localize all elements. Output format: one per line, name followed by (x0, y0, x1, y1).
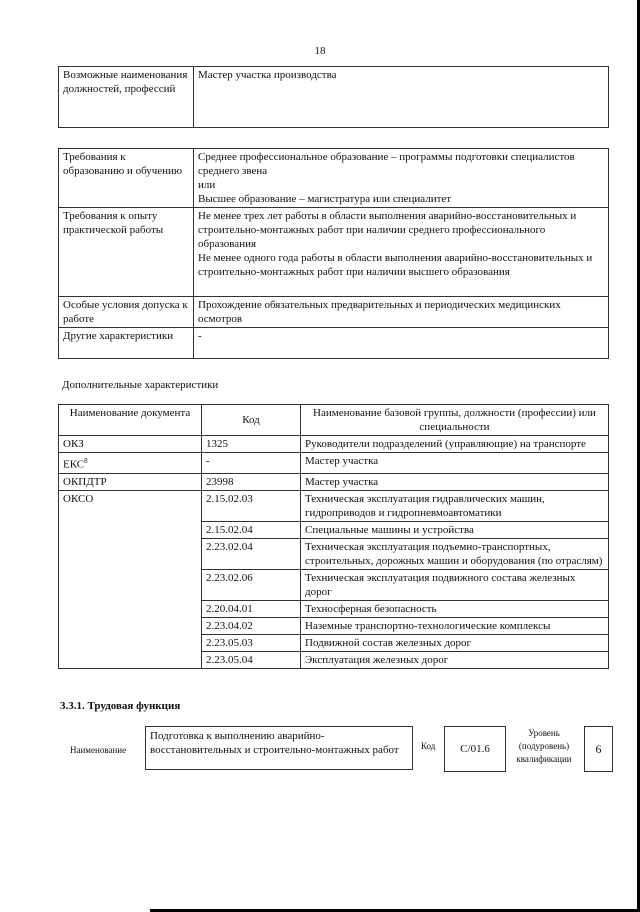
name-label: Наименование (70, 745, 127, 755)
name-cell: Руководители подразделений (управляющие) на транспорте (301, 436, 609, 453)
doc-cell: ОКПДТР (59, 473, 202, 490)
eks-text: ЕКС (63, 458, 85, 471)
additional-characteristics-table (58, 404, 609, 669)
table-row (59, 297, 609, 328)
header-document: Наименование документа (59, 405, 202, 436)
name-cell: Техническая эксплуатация подъемно-транспортных, строительных, дорожных машин и оборудования (по отраслям) (301, 538, 609, 569)
name-cell: Эксплуатация железных дорог (301, 651, 609, 668)
code-cell: 2.15.02.03 (202, 490, 301, 521)
code-cell: 2.23.05.04 (202, 651, 301, 668)
table-row (59, 67, 609, 128)
page-number: 18 (314, 45, 326, 57)
req-admission-label: Особые условия допуска к работе (59, 297, 194, 328)
qualification-level-value: 6 (584, 726, 613, 772)
footnote-mark: 8 (84, 457, 88, 465)
req-experience-value: Не менее трех лет работы в области выполнения аварийно-восстановительных и строительно-монтажных работ при наличии среднего профессионального образования Не менее одного года работы в области выполнения аварийно-восстановительных и строительно-монтажных работ при наличии высшего образования (194, 208, 609, 297)
table-row (59, 328, 609, 359)
possible-names-value: Мастер участка производства (194, 67, 609, 128)
table-header-row (59, 405, 609, 436)
table-row (59, 473, 609, 490)
additional-characteristics-title: Дополнительные характеристики (62, 379, 219, 391)
code-cell: 2.23.04.02 (202, 617, 301, 634)
header-code: Код (202, 405, 301, 436)
name-cell: Специальные машины и устройства (301, 521, 609, 538)
code-cell: 2.23.05.03 (202, 634, 301, 651)
code-cell: 2.20.04.01 (202, 600, 301, 617)
name-cell: Наземные транспортно-технологические комплексы (301, 617, 609, 634)
code-cell: 1325 (202, 436, 301, 453)
req-education-value: Среднее профессиональное образование – программы подготовки специалистов среднего звена или Высшее образование – магистратура или специалитет (194, 149, 609, 208)
name-cell: Техническая эксплуатация подвижного состава железных дорог (301, 569, 609, 600)
req-other-label: Другие характеристики (59, 328, 194, 359)
doc-cell: ОКСО (59, 490, 202, 668)
req-other-value: - (194, 328, 609, 359)
possible-names-label: Возможные наименования должностей, профессий (59, 67, 194, 128)
doc-cell: ОКЗ (59, 436, 202, 453)
labor-function-code: C/01.6 (444, 726, 506, 772)
labor-function-name: Подготовка к выполнению аварийно-восстановительных и строительно-монтажных работ (145, 726, 413, 770)
code-cell: - (202, 453, 301, 474)
req-admission-value: Прохождение обязательных предварительных и периодических медицинских осмотров (194, 297, 609, 328)
table-row (59, 453, 609, 474)
table-row (59, 208, 609, 297)
name-cell: Подвижной состав железных дорог (301, 634, 609, 651)
code-label: Код (421, 741, 436, 751)
code-cell: 2.23.02.06 (202, 569, 301, 600)
table-row (59, 436, 609, 453)
labor-function-heading: 3.3.1. Трудовая функция (60, 700, 181, 712)
req-experience-label: Требования к опыту практической работы (59, 208, 194, 297)
name-cell: Техническая эксплуатация гидравлических машин, гидроприводов и гидропневмоавтоматики (301, 490, 609, 521)
doc-cell (59, 453, 202, 474)
header-group-name: Наименование базовой группы, должности (профессии) или специальности (301, 405, 609, 436)
name-cell: Техносферная безопасность (301, 600, 609, 617)
code-cell: 23998 (202, 473, 301, 490)
req-education-label: Требования к образованию и обучению (59, 149, 194, 208)
name-cell: Мастер участка (301, 453, 609, 474)
requirements-table (58, 148, 609, 359)
table-row (59, 149, 609, 208)
qualification-level-label: Уровень (подуровень) квалификации (516, 728, 572, 764)
code-cell: 2.23.02.04 (202, 538, 301, 569)
table-row (59, 490, 609, 521)
possible-names-table (58, 66, 609, 128)
name-cell: Мастер участка (301, 473, 609, 490)
code-cell: 2.15.02.04 (202, 521, 301, 538)
